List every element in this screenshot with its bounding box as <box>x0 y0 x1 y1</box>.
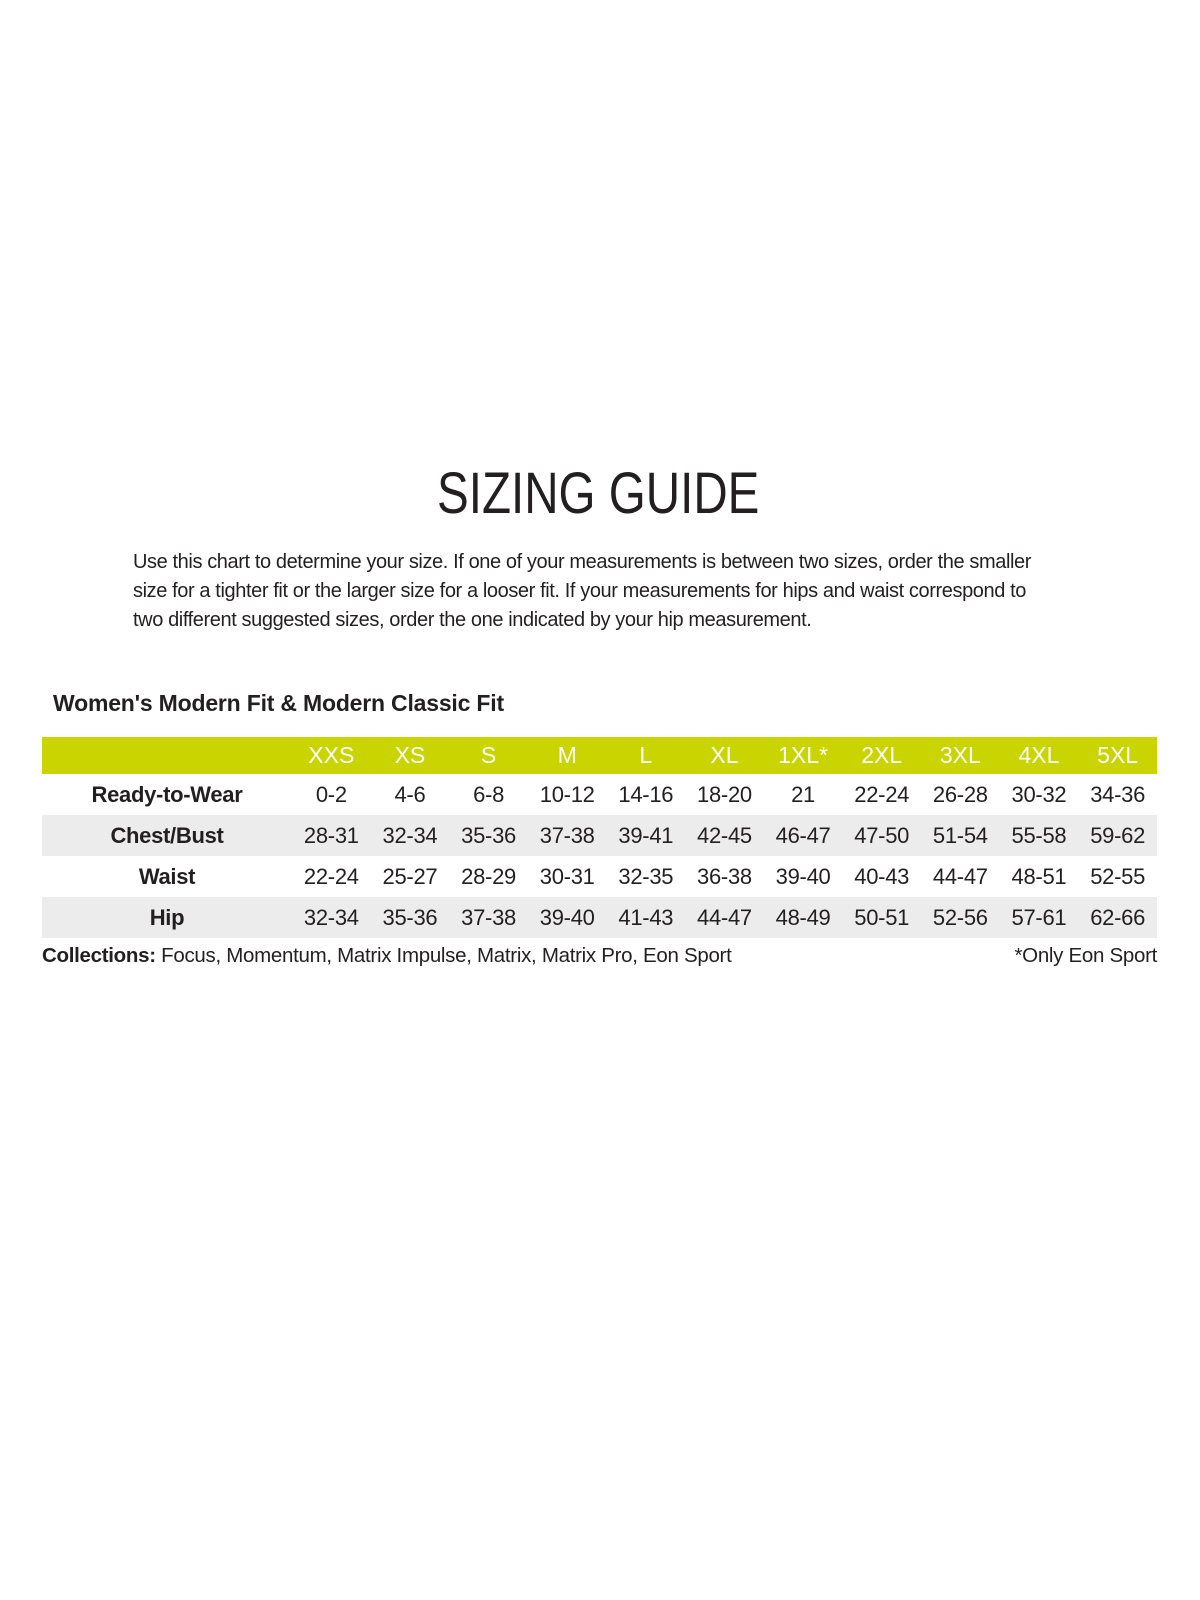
size-cell: 62-66 <box>1078 897 1157 938</box>
size-cell: 50-51 <box>842 897 921 938</box>
page-title: SIZING GUIDE <box>437 461 760 526</box>
size-cell: 48-51 <box>1011 863 1067 889</box>
size-cell: 22-24 <box>303 863 359 889</box>
size-table <box>42 737 1157 938</box>
size-cell: 55-58 <box>1000 815 1079 856</box>
size-cell: 44-47 <box>685 897 764 938</box>
size-cell: 46-47 <box>764 815 843 856</box>
size-column-header: 2XL <box>842 737 921 774</box>
size-column-header: 5XL <box>1078 737 1157 774</box>
size-column-header: XS <box>371 737 450 774</box>
table-row <box>42 856 1157 897</box>
table-row <box>42 897 1157 938</box>
size-column-header: M <box>528 737 607 774</box>
row-label: Hip <box>42 897 292 938</box>
size-cell: 37-38 <box>449 897 528 938</box>
size-cell: 25-27 <box>382 863 438 889</box>
size-cell: 28-29 <box>461 863 516 889</box>
size-cell: 42-45 <box>685 815 764 856</box>
size-cell: 14-16 <box>618 781 674 807</box>
collections-list: Focus, Momentum, Matrix Impulse, Matrix, Matrix Pro, Eon Sport <box>155 944 732 967</box>
size-column-header: L <box>607 737 686 774</box>
size-table-header <box>42 737 1157 774</box>
row-label: Waist <box>138 863 196 889</box>
size-column-header: 4XL <box>1000 737 1079 774</box>
intro-paragraph: Use this chart to determine your size. If one of your measurements is between two sizes, order the smaller size for a tighter fit or the larger size for a looser fit. If your measurements for hips and waist correspond to two different suggested sizes, order the one indicated by your hip measurement. <box>133 551 1032 631</box>
size-cell: 32-35 <box>618 863 674 889</box>
size-cell: 6-8 <box>473 781 505 807</box>
size-column-header: 3XL <box>921 737 1000 774</box>
size-cell: 30-31 <box>539 863 595 889</box>
row-label: Chest/Bust <box>42 815 292 856</box>
size-cell: 22-24 <box>854 781 910 807</box>
size-cell: 32-34 <box>292 897 371 938</box>
collections-line <box>42 944 1157 968</box>
size-column-header: 1XL* <box>764 737 843 774</box>
size-cell: 51-54 <box>921 815 1000 856</box>
size-cell: 36-38 <box>697 863 752 889</box>
size-cell: 59-62 <box>1078 815 1157 856</box>
size-cell: 47-50 <box>842 815 921 856</box>
table-row <box>42 774 1157 815</box>
size-column-header: XXS <box>292 737 371 774</box>
size-cell: 39-41 <box>607 815 686 856</box>
size-cell: 48-49 <box>764 897 843 938</box>
section-heading: Women's Modern Fit & Modern Classic Fit <box>53 690 504 716</box>
size-cell: 35-36 <box>449 815 528 856</box>
size-cell: 4-6 <box>394 781 426 807</box>
size-cell: 28-31 <box>292 815 371 856</box>
size-cell: 37-38 <box>528 815 607 856</box>
size-table-header-row <box>42 737 1157 774</box>
size-cell: 44-47 <box>932 863 988 889</box>
size-table-corner-cell <box>42 737 292 774</box>
size-cell: 32-34 <box>371 815 450 856</box>
size-cell: 0-2 <box>315 781 347 807</box>
footnote: *Only Eon Sport <box>1014 944 1157 967</box>
size-cell: 57-61 <box>1000 897 1079 938</box>
table-row <box>42 815 1157 856</box>
size-cell: 18-20 <box>697 781 752 807</box>
size-column-header: XL <box>685 737 764 774</box>
size-cell: 52-56 <box>921 897 1000 938</box>
size-cell: 52-55 <box>1090 863 1146 889</box>
size-cell: 39-40 <box>775 863 831 889</box>
size-cell: 34-36 <box>1090 781 1146 807</box>
row-label: Ready-to-Wear <box>91 781 243 807</box>
size-column-header: S <box>449 737 528 774</box>
size-cell: 26-28 <box>932 781 988 807</box>
size-cell: 10-12 <box>539 781 595 807</box>
size-cell: 39-40 <box>528 897 607 938</box>
size-cell: 30-32 <box>1011 781 1067 807</box>
size-cell: 35-36 <box>371 897 450 938</box>
collections-label: Collections: <box>42 944 156 967</box>
size-cell: 21 <box>791 781 815 807</box>
size-cell: 40-43 <box>854 863 910 889</box>
size-table-body <box>42 774 1157 938</box>
size-cell: 41-43 <box>607 897 686 938</box>
